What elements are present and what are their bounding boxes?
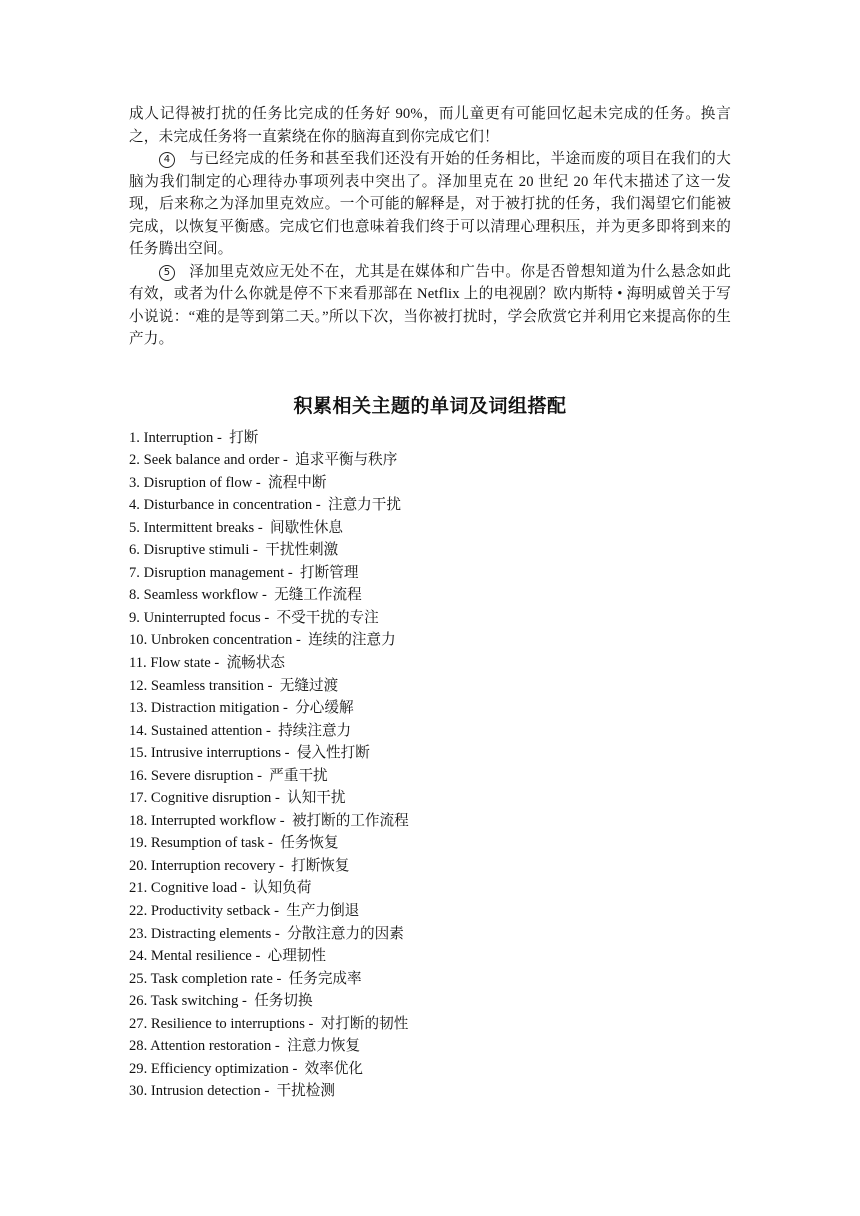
term-english: 15. Intrusive interruptions <box>129 745 281 762</box>
term-english: 26. Task switching <box>129 993 239 1010</box>
term-separator: - <box>262 722 279 739</box>
term-chinese: 分散注意力的因素 <box>287 925 404 942</box>
term-english: 6. Disruptive stimuli <box>129 542 250 559</box>
list-item <box>129 629 731 652</box>
term-chinese: 分心缓解 <box>295 700 354 717</box>
list-item <box>129 449 731 472</box>
term-chinese: 持续注意力 <box>278 722 352 739</box>
term-separator: - <box>270 902 287 919</box>
term-english: 17. Cognitive disruption <box>129 790 272 807</box>
term-separator: - <box>210 654 227 671</box>
list-item <box>129 968 731 991</box>
term-english: 25. Task completion rate <box>129 970 273 987</box>
term-chinese: 连续的注意力 <box>308 632 396 649</box>
term-separator: - <box>264 835 281 852</box>
list-item <box>129 607 731 630</box>
paragraph-continued: 成人记得被打扰的任务比完成的任务好 90%，而儿童更有可能回忆起未完成的任务。换言之，未完成任务将一直萦绕在你的脑海直到你完成它们！ <box>129 106 731 145</box>
term-separator: - <box>284 564 301 581</box>
term-english: 28. Attention restoration <box>129 1038 272 1055</box>
list-item <box>129 562 731 585</box>
term-english: 29. Efficiency optimization <box>129 1060 289 1077</box>
term-chinese: 间歇性休息 <box>270 519 344 536</box>
term-chinese: 效率优化 <box>304 1060 364 1077</box>
document-body <box>129 103 731 1103</box>
list-item <box>129 539 731 562</box>
term-english: 22. Productivity setback <box>129 902 271 919</box>
list-item <box>129 877 731 900</box>
paragraph-number-4: 4 <box>159 152 175 168</box>
term-english: 18. Interrupted workflow <box>129 812 277 829</box>
term-separator: - <box>258 587 275 604</box>
term-english: 16. Severe disruption <box>129 767 254 784</box>
term-chinese: 认知负荷 <box>253 880 312 897</box>
paragraph-4 <box>129 148 731 261</box>
term-separator: - <box>288 1060 305 1077</box>
term-separator: - <box>279 452 296 469</box>
term-english: 9. Uninterrupted focus <box>129 609 261 626</box>
paragraph-number-5: 5 <box>159 265 175 281</box>
term-separator: - <box>213 429 230 446</box>
term-chinese: 任务切换 <box>254 993 313 1010</box>
term-english: 12. Seamless transition <box>129 677 264 694</box>
term-separator: - <box>304 1015 321 1032</box>
term-separator: - <box>237 880 254 897</box>
term-chinese: 对打断的韧性 <box>320 1015 409 1032</box>
term-english: 4. Disturbance in concentration <box>129 497 313 514</box>
term-chinese: 追求平衡与秩序 <box>295 452 398 469</box>
term-chinese: 任务完成率 <box>288 970 362 987</box>
list-item <box>129 697 731 720</box>
term-separator: - <box>276 812 292 829</box>
list-item <box>129 652 731 675</box>
list-item <box>129 584 731 607</box>
term-separator: - <box>271 925 288 942</box>
list-item <box>129 1080 731 1103</box>
term-separator: - <box>260 609 277 626</box>
term-separator: - <box>312 497 328 514</box>
term-chinese: 不受干扰的专注 <box>276 609 379 626</box>
term-separator: - <box>251 948 268 965</box>
paragraph-5-text: 泽加里克效应无处不在，尤其是在媒体和广告中。你是否曾想知道为什么悬念如此有效，或者为什么你就是停不下来看那部在 Netflix 上的电视剧？欧内斯特 • 海明威曾关于写小说说：“难的是等到第二天。”所以下次，当你被打扰时，学会欣赏它并利用它来提高你的生产力。 <box>129 263 731 347</box>
term-chinese: 心理韧性 <box>267 948 326 965</box>
term-chinese: 无缝过渡 <box>279 677 339 694</box>
term-separator: - <box>252 474 269 491</box>
term-chinese: 生产力倒退 <box>286 902 360 919</box>
term-english: 24. Mental resilience <box>129 948 252 965</box>
term-chinese: 注意力恢复 <box>287 1038 361 1055</box>
list-item <box>129 990 731 1013</box>
paragraph-4-text: 与已经完成的任务和甚至我们还没有开始的任务相比，半途而废的项目在我们的大脑为我们制定的心理待办事项列表中突出了。泽加里克在 20 世纪 20 年代末描述了这一发现，后来称之为泽加里克效应。一个可能的解释是，对于被打扰的任务，我们渴望它们能被完成，以恢复平衡感。完成它们也意味着我们终于可以清理心理积压，并为更多即将到来的任务腾出空间。 <box>129 151 731 257</box>
term-chinese: 干扰检测 <box>276 1083 335 1100</box>
term-chinese: 认知干扰 <box>287 790 346 807</box>
term-english: 10. Unbroken concentration <box>129 632 293 649</box>
term-separator: - <box>271 1038 288 1055</box>
term-chinese: 任务恢复 <box>280 835 339 852</box>
term-separator: - <box>249 542 266 559</box>
term-chinese: 严重干扰 <box>269 767 328 784</box>
term-separator: - <box>260 1083 277 1100</box>
term-chinese: 无缝工作流程 <box>274 587 362 604</box>
term-english: 13. Distraction mitigation <box>129 700 280 717</box>
list-item <box>129 494 731 517</box>
term-english: 7. Disruption management <box>129 564 285 581</box>
list-item <box>129 1035 731 1058</box>
term-chinese: 打断恢复 <box>291 857 350 874</box>
term-chinese: 流畅状态 <box>226 654 285 671</box>
term-separator: - <box>272 970 289 987</box>
term-english: 8. Seamless workflow <box>129 587 259 604</box>
term-separator: - <box>253 767 270 784</box>
term-chinese: 被打断的工作流程 <box>291 812 409 829</box>
list-item <box>129 765 731 788</box>
term-chinese: 打断 <box>229 429 259 446</box>
list-item <box>129 742 731 765</box>
list-item <box>129 1058 731 1081</box>
term-separator: - <box>254 519 271 536</box>
list-item <box>129 787 731 810</box>
list-item <box>129 675 731 698</box>
term-separator: - <box>263 677 280 694</box>
term-chinese: 侵入性打断 <box>296 745 370 762</box>
list-item <box>129 855 731 878</box>
term-english: 30. Intrusion detection <box>129 1083 261 1100</box>
list-item <box>129 832 731 855</box>
term-separator: - <box>271 790 288 807</box>
term-chinese: 打断管理 <box>300 564 359 581</box>
term-separator: - <box>281 745 297 762</box>
term-separator: - <box>292 632 309 649</box>
list-item <box>129 1013 731 1036</box>
term-separator: - <box>238 993 255 1010</box>
list-item <box>129 720 731 743</box>
term-english: 23. Distracting elements <box>129 925 272 942</box>
term-english: 14. Sustained attention <box>129 722 263 739</box>
term-chinese: 流程中断 <box>268 474 327 491</box>
term-english: 5. Intermittent breaks <box>129 519 255 536</box>
term-separator: - <box>279 700 296 717</box>
term-english: 2. Seek balance and order <box>129 452 280 469</box>
term-separator: - <box>275 857 292 874</box>
term-english: 19. Resumption of task <box>129 835 265 852</box>
list-item <box>129 810 731 833</box>
term-chinese: 注意力干扰 <box>327 497 401 514</box>
paragraph-5 <box>129 261 731 351</box>
list-item <box>129 945 731 968</box>
term-chinese: 干扰性刺激 <box>265 542 339 559</box>
list-item <box>129 900 731 923</box>
term-english: 3. Disruption of flow <box>129 474 253 491</box>
section-title: 积累相关主题的单词及词组搭配 <box>293 394 567 417</box>
list-item <box>129 923 731 946</box>
list-item <box>129 427 731 450</box>
vocabulary-list <box>129 427 731 1103</box>
term-english: 21. Cognitive load <box>129 880 238 897</box>
term-english: 20. Interruption recovery <box>129 857 276 874</box>
term-english: 11. Flow state <box>129 654 211 671</box>
term-english: 27. Resilience to interruptions <box>129 1015 305 1032</box>
term-english: 1. Interruption <box>129 429 214 446</box>
list-item <box>129 472 731 495</box>
list-item <box>129 517 731 540</box>
